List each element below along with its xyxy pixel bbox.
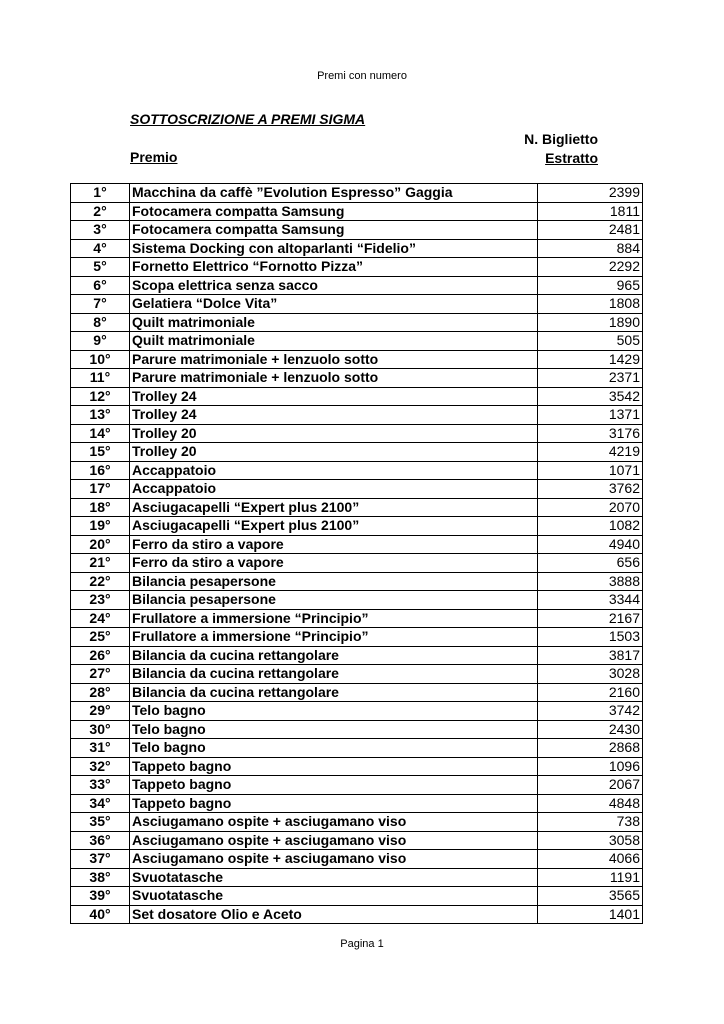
- prize-name: Trolley 20: [130, 443, 538, 462]
- table-row: [71, 258, 643, 277]
- ticket-number: 3888: [538, 572, 643, 591]
- ticket-number: 965: [538, 276, 643, 295]
- prize-name: Tappeto bagno: [130, 794, 538, 813]
- prize-name: Bilancia pesapersone: [130, 591, 538, 610]
- ticket-number: 3058: [538, 831, 643, 850]
- ticket-number: 505: [538, 332, 643, 351]
- prize-name: Asciugacapelli “Expert plus 2100”: [130, 498, 538, 517]
- ticket-number: 2868: [538, 739, 643, 758]
- prize-name: Telo bagno: [130, 702, 538, 721]
- table-row: [71, 813, 643, 832]
- prize-column-header: Premio: [130, 149, 178, 165]
- prize-name: Gelatiera “Dolce Vita”: [130, 295, 538, 314]
- prize-name: Parure matrimoniale + lenzuolo sotto: [130, 350, 538, 369]
- table-row: [71, 794, 643, 813]
- prize-name: Tappeto bagno: [130, 757, 538, 776]
- prize-rank: 40°: [71, 905, 130, 924]
- prize-rank: 17°: [71, 480, 130, 499]
- prize-name: Fotocamera compatta Samsung: [130, 221, 538, 240]
- ticket-number: 656: [538, 554, 643, 573]
- table-row: [71, 554, 643, 573]
- table-row: [71, 572, 643, 591]
- prize-table: [70, 183, 643, 924]
- prize-name: Bilancia da cucina rettangolare: [130, 665, 538, 684]
- prize-name: Parure matrimoniale + lenzuolo sotto: [130, 369, 538, 388]
- table-row: [71, 831, 643, 850]
- prize-rank: 2°: [71, 202, 130, 221]
- prize-rank: 38°: [71, 868, 130, 887]
- ticket-number: 2399: [538, 184, 643, 203]
- ticket-number: 4848: [538, 794, 643, 813]
- table-row: [71, 406, 643, 425]
- table-row: [71, 887, 643, 906]
- prize-rank: 26°: [71, 646, 130, 665]
- ticket-number: 1429: [538, 350, 643, 369]
- ticket-number: 2430: [538, 720, 643, 739]
- prize-rank: 37°: [71, 850, 130, 869]
- ticket-number: 1371: [538, 406, 643, 425]
- ticket-number: 4940: [538, 535, 643, 554]
- prize-name: Bilancia pesapersone: [130, 572, 538, 591]
- table-row: [71, 683, 643, 702]
- ticket-header-line1: N. Biglietto: [524, 131, 598, 147]
- prize-rank: 22°: [71, 572, 130, 591]
- prize-name: Tappeto bagno: [130, 776, 538, 795]
- prize-rank: 21°: [71, 554, 130, 573]
- prize-rank: 15°: [71, 443, 130, 462]
- ticket-number: 2292: [538, 258, 643, 277]
- table-row: [71, 221, 643, 240]
- prize-rank: 33°: [71, 776, 130, 795]
- prize-name: Fotocamera compatta Samsung: [130, 202, 538, 221]
- prize-rank: 28°: [71, 683, 130, 702]
- ticket-number: 3542: [538, 387, 643, 406]
- prize-name: Telo bagno: [130, 739, 538, 758]
- ticket-header-line2: Estratto: [545, 150, 598, 166]
- ticket-number: 1811: [538, 202, 643, 221]
- table-row: [71, 517, 643, 536]
- prize-name: Ferro da stiro a vapore: [130, 554, 538, 573]
- table-row: [71, 535, 643, 554]
- table-row: [71, 628, 643, 647]
- prize-name: Scopa elettrica senza sacco: [130, 276, 538, 295]
- table-row: [71, 239, 643, 258]
- prize-name: Asciugamano ospite + asciugamano viso: [130, 813, 538, 832]
- prize-rank: 35°: [71, 813, 130, 832]
- ticket-number: 3344: [538, 591, 643, 610]
- prize-rank: 1°: [71, 184, 130, 203]
- ticket-number: 3176: [538, 424, 643, 443]
- table-row: [71, 332, 643, 351]
- prize-rank: 7°: [71, 295, 130, 314]
- page-footer: Pagina 1: [340, 938, 384, 950]
- ticket-number: 3817: [538, 646, 643, 665]
- table-row: [71, 591, 643, 610]
- ticket-number: 3762: [538, 480, 643, 499]
- table-row: [71, 202, 643, 221]
- prize-rank: 8°: [71, 313, 130, 332]
- prize-rank: 11°: [71, 369, 130, 388]
- table-row: [71, 776, 643, 795]
- prize-rank: 3°: [71, 221, 130, 240]
- prize-rank: 36°: [71, 831, 130, 850]
- document-title: SOTTOSCRIZIONE A PREMI SIGMA: [130, 111, 366, 127]
- prize-rank: 31°: [71, 739, 130, 758]
- prize-rank: 30°: [71, 720, 130, 739]
- ticket-number: 2067: [538, 776, 643, 795]
- table-row: [71, 387, 643, 406]
- ticket-number: 2160: [538, 683, 643, 702]
- prize-rank: 32°: [71, 757, 130, 776]
- ticket-number: 1071: [538, 461, 643, 480]
- prize-name: Ferro da stiro a vapore: [130, 535, 538, 554]
- prize-rank: 13°: [71, 406, 130, 425]
- prize-rank: 18°: [71, 498, 130, 517]
- ticket-number: 3742: [538, 702, 643, 721]
- ticket-number: 1503: [538, 628, 643, 647]
- table-row: [71, 850, 643, 869]
- table-row: [71, 498, 643, 517]
- prize-rank: 4°: [71, 239, 130, 258]
- table-row: [71, 665, 643, 684]
- table-row: [71, 369, 643, 388]
- ticket-number: 1096: [538, 757, 643, 776]
- ticket-column-header: [524, 130, 598, 168]
- ticket-number: 2070: [538, 498, 643, 517]
- table-row: [71, 609, 643, 628]
- table-row: [71, 350, 643, 369]
- prize-rank: 23°: [71, 591, 130, 610]
- prize-name: Svuotatasche: [130, 868, 538, 887]
- prize-rank: 39°: [71, 887, 130, 906]
- ticket-number: 1808: [538, 295, 643, 314]
- prize-rank: 9°: [71, 332, 130, 351]
- prize-table-body: [71, 184, 643, 924]
- ticket-number: 2481: [538, 221, 643, 240]
- prize-name: Frullatore a immersione “Principio”: [130, 609, 538, 628]
- prize-name: Bilancia da cucina rettangolare: [130, 646, 538, 665]
- prize-rank: 12°: [71, 387, 130, 406]
- ticket-number: 1082: [538, 517, 643, 536]
- table-row: [71, 443, 643, 462]
- table-row: [71, 461, 643, 480]
- ticket-number: 738: [538, 813, 643, 832]
- table-row: [71, 720, 643, 739]
- prize-name: Asciugamano ospite + asciugamano viso: [130, 831, 538, 850]
- table-row: [71, 313, 643, 332]
- prize-name: Quilt matrimoniale: [130, 313, 538, 332]
- table-row: [71, 424, 643, 443]
- ticket-number: 2167: [538, 609, 643, 628]
- prize-name: Set dosatore Olio e Aceto: [130, 905, 538, 924]
- ticket-number: 3565: [538, 887, 643, 906]
- ticket-number: 4066: [538, 850, 643, 869]
- prize-name: Frullatore a immersione “Principio”: [130, 628, 538, 647]
- prize-rank: 29°: [71, 702, 130, 721]
- table-row: [71, 480, 643, 499]
- prize-name: Bilancia da cucina rettangolare: [130, 683, 538, 702]
- prize-rank: 6°: [71, 276, 130, 295]
- table-row: [71, 646, 643, 665]
- prize-rank: 20°: [71, 535, 130, 554]
- ticket-number: 4219: [538, 443, 643, 462]
- table-row: [71, 276, 643, 295]
- prize-rank: 14°: [71, 424, 130, 443]
- ticket-number: 3028: [538, 665, 643, 684]
- table-row: [71, 757, 643, 776]
- prize-name: Macchina da caffè ”Evolution Espresso” Gaggia: [130, 184, 538, 203]
- prize-name: Trolley 24: [130, 387, 538, 406]
- prize-name: Quilt matrimoniale: [130, 332, 538, 351]
- ticket-number: 1890: [538, 313, 643, 332]
- prize-rank: 27°: [71, 665, 130, 684]
- prize-rank: 24°: [71, 609, 130, 628]
- prize-name: Asciugamano ospite + asciugamano viso: [130, 850, 538, 869]
- prize-name: Trolley 24: [130, 406, 538, 425]
- ticket-number: 884: [538, 239, 643, 258]
- prize-name: Asciugacapelli “Expert plus 2100”: [130, 517, 538, 536]
- ticket-number: 1191: [538, 868, 643, 887]
- table-row: [71, 295, 643, 314]
- table-row: [71, 702, 643, 721]
- prize-name: Trolley 20: [130, 424, 538, 443]
- table-row: [71, 905, 643, 924]
- prize-name: Fornetto Elettrico “Fornotto Pizza”: [130, 258, 538, 277]
- prize-name: Svuotatasche: [130, 887, 538, 906]
- page-header: Premi con numero: [317, 70, 407, 82]
- ticket-number: 2371: [538, 369, 643, 388]
- prize-name: Sistema Docking con altoparlanti “Fidelio”: [130, 239, 538, 258]
- table-row: [71, 184, 643, 203]
- prize-name: Telo bagno: [130, 720, 538, 739]
- ticket-number: 1401: [538, 905, 643, 924]
- table-row: [71, 739, 643, 758]
- prize-rank: 5°: [71, 258, 130, 277]
- prize-rank: 19°: [71, 517, 130, 536]
- prize-rank: 25°: [71, 628, 130, 647]
- table-row: [71, 868, 643, 887]
- prize-rank: 10°: [71, 350, 130, 369]
- prize-rank: 16°: [71, 461, 130, 480]
- prize-name: Accappatoio: [130, 461, 538, 480]
- prize-name: Accappatoio: [130, 480, 538, 499]
- prize-rank: 34°: [71, 794, 130, 813]
